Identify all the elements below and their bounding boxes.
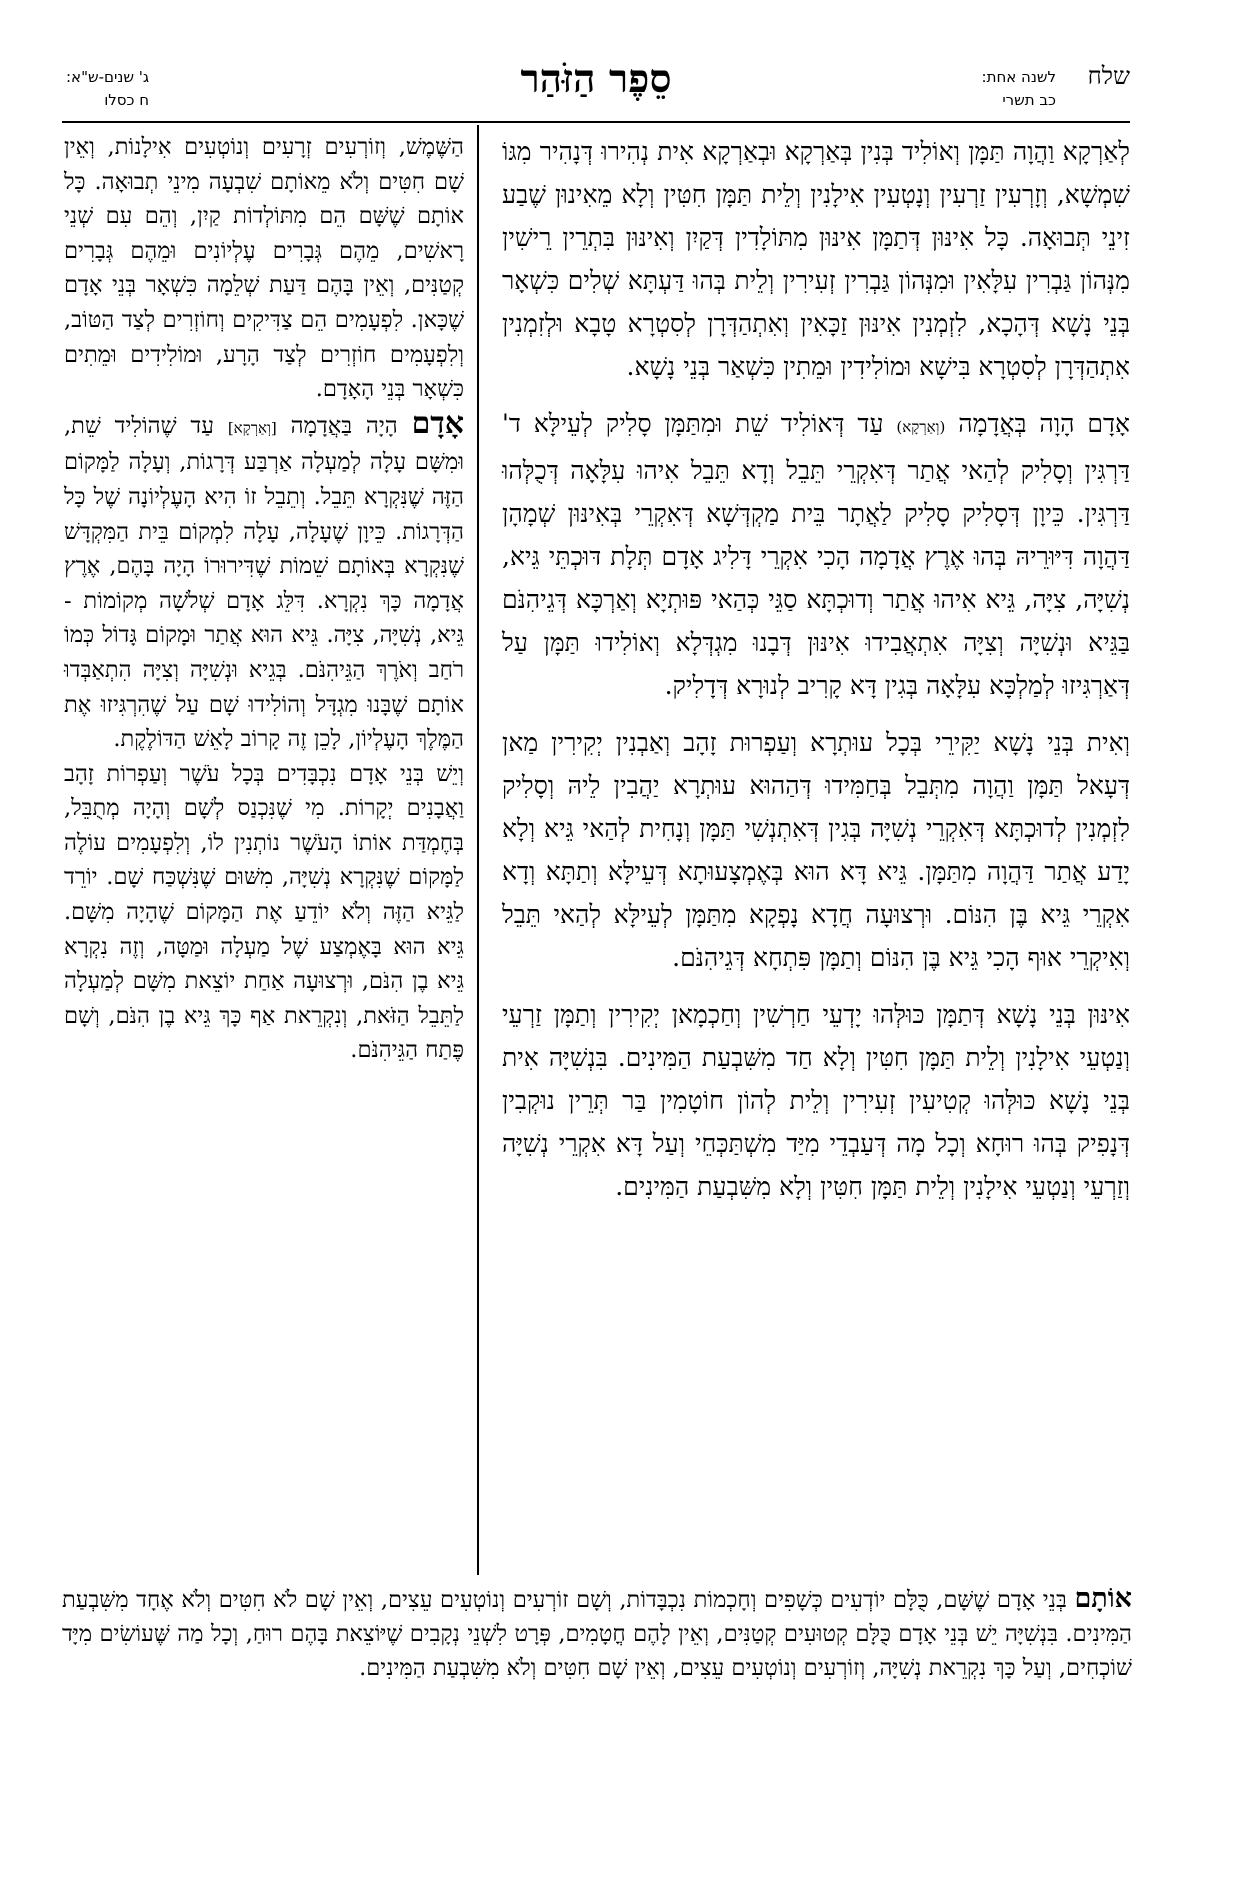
three-year-label: ג' שנים-ש"א: bbox=[66, 68, 150, 86]
aramaic-column bbox=[502, 130, 1130, 1565]
one-year-date: כב תשרי bbox=[1002, 91, 1056, 109]
one-year-label: לשנה אחת: bbox=[981, 68, 1056, 86]
parasha-name: שלח bbox=[1087, 62, 1130, 90]
hebrew-paragraph-1: הַשֶּׁמֶשׁ, וְזוֹרְעִים זְרָעִים וְנוֹטְעִים אִילָנוֹת, וְאֵין שָׁם חִטִּים וְלֹא מֵאוֹתָם שִׁבְעָה מִינֵי תְבוּאָה. כָּל אוֹתָם שֶׁשָּׁם הֵם מִתּוֹלְדוֹת קַיִן, וְהֵם עִם שְׁנֵי רָאשִׁים, מֵהֶם גְּבָרִים עֶלְיוֹנִים וּמֵהֶם גְּבָרִים קְטַנִּים, וְאֵין בָּהֶם דַּעַת שְׁלֵמָה כִּשְׁאָר בְּנֵי אָדָם שֶׁכָּאן. לִפְעָמִים הֵם צַדִּיקִים וְחוֹזְרִים לְצַד הַטּוֹב, וְלִפְעָמִים חוֹזְרִים לְצַד הָרָע, וּמוֹלִידִים וּמֵתִים כִּשְׁאָר בְּנֵי הָאָדָם. bbox=[64, 134, 464, 403]
hebrew-p2-a: הָיָה בַּאֲדָמָה bbox=[290, 412, 398, 439]
aramaic-paragraph-1: לְאַרְקָא וַהֲוָה תַּמָּן וְאוֹלִיד בְּנִין בְּאַרְקָא וּבְאַרְקָא אִית נְהִירוּ דְּנָהִיר מִגּוֹ שִׁמְשָׁא, וְזָרְעִין זַרְעִין וְנָטְעִין אִילָנִין וְלֵית תַּמָּן חִטִּין וְלָא מֵאִינוּן שֶׁבַע זִינֵי תְּבוּאָה. כָּל אִינּוּן דְּתַמָּן אִינּוּן מִתּוֹלָדִין דְּקַיִן וְאִינּוּן בִּתְרֵין רֵישִׁין מִנְּהוֹן גַּבְרִין עִלָּאִין וּמִנְּהוֹן גַּבְרִין זְעִירִין וְלֵית בְּהוּ דַּעְתָּא שְׁלִים כִּשְׁאָר בְּנֵי נָשָׁא דְּהָכָא, לִזְמְנִין אִינּוּן זַכָּאִין וְאִתְהַדְּרָן לְסִטְרָא טָבָא וּלְזִמְנִין אִתְהַדְּרָן לְסִטְרָא בִּישָׁא וּמוֹלִידִין וּמֵתִין כִּשְׁאַר בְּנֵי נָשָׁא. bbox=[502, 137, 1130, 381]
aramaic-paragraph-4: אִינּוּן בְּנֵי נָשָׁא דְּתַמָּן כּוּלְּהוּ יָדְעֵי חַרְשִׁין וְחַכְמָאן יְקִירִין וְתַמָּן זַרְעֵי וְנַטְעֵי אִילָנִין וְלֵית תַּמָּן חִטִּין וְלָא חַד מִשִּׁבְעַת הַמִּינִים. בִּנְשִׁיָּה אִית בְּנֵי נָשָׁא כּוּלְּהוּ קְטִיעִין זְעִירִין וְלֵית לְהוֹן חוֹטָמִין בַּר תְּרֵין נוּקְבִין דְּנָפִיק בְּהוּ רוּחָא וְכָל מָה דְּעַבְדֵי מִיַּד מִשְׁתַּכְּחֵי וְעַל דָּא אִקְרֵי נְשִׁיָּה וְזַרְעֵי וְנַטְעֵי אִילָנִין וְלֵית תַּמָּן חִטִּין וְלָא מִשִּׁבְעַת הַמִּינִים. bbox=[502, 1000, 1130, 1201]
page-header bbox=[62, 58, 1130, 122]
aramaic-p2-note: (וְאַרְקָא) bbox=[896, 418, 946, 436]
header-divider bbox=[62, 121, 1130, 123]
three-year-schedule bbox=[66, 66, 149, 112]
hebrew-p2-b: עַד שֶׁהוֹלִיד שֵׁת, וּמִשָּׁם עָלָה לְמַעְלָה אַרְבַּע דְּרָגוֹת, וְעָלָה לַמָּקוֹם הַזֶּה שֶׁנִּקְרָא תֵּבֵל. וְתֵבֵל זוֹ הִיא הָעֶלְיוֹנָה שֶׁל כָּל הַדְּרָגוֹת. כֵּיוָן שֶׁעָלָה, עָלָה לִמְקוֹם בֵּית הַמִּקְדָּשׁ שֶׁנִּקְרָא בְּאוֹתָם שֵׁמוֹת שֶׁדִּירוּרוֹ הָיָה בָּהֶם, אֶרֶץ אֲדָמָה כָּךְ נִקְרָא. דִּלֵּג אָדָם שְׁלֹשָׁה מְקוֹמוֹת - גֵּיא, נְשִׁיָּה, צִיָּה. גֵּיא הוּא אֲתַר וּמָקוֹם גָּדוֹל כְּמוֹ רֹחַב וְאֹרֶךְ הַגֵּיהִנֹּם. בְּגֵיא וּנְשִׁיָּה וְצִיָּה הִתְאַבְּדוּ אוֹתָם שֶׁבָּנוּ מִגְדָּל וְהוֹלִידוּ שָׁם עַל שֶׁהִרְגִּיזוּ אֶת הַמֶּלֶךְ הָעֶלְיוֹן, לָכֵן זֶה קָרוֹב לָאֵשׁ הַדּוֹלֶקֶת. bbox=[64, 412, 464, 753]
three-year-date: ח כסלו bbox=[104, 91, 150, 109]
hebrew-p2-note: [וְאַרְקָא] bbox=[227, 418, 277, 437]
bottom-lead-word: אוֹתָם bbox=[1074, 1583, 1132, 1614]
bottom-hebrew-paragraph bbox=[62, 1582, 1132, 1685]
column-divider bbox=[477, 125, 479, 1575]
book-title: סֵפֶר הַזֹּהַר bbox=[520, 56, 672, 102]
aramaic-p2-lead: אָדָם הָוָה בְּאֲדָמָה bbox=[958, 409, 1131, 438]
aramaic-p2-body: עַד דְּאוֹלִיד שֵׁת וּמִתַּמָּן סָלִיק לְעֵילָּא ד' דַּרְגִּין וְסָלִיק לְהַאי אֲתַר דְּאִקְרֵי תֵּבֵל וְדָא תֵּבֵל אִיהוּ עִלָּאָה דְּכֻלְּהוּ דַּרְגִּין. כֵּיוָן דְּסָלִיק סָלִיק לַאֲתָר בֵּית מַקְדְּשָׁא דְּאִקְרֵי בְּאִינּוּן שְׁמָהָן דַּהֲוָה דִּיּוּרֵיהּ בְּהוּ אֶרֶץ אֲדָמָה הָכִי אִקְרֵי דָּלִיג אָדָם תְּלָת דּוּכְתֵּי גֵּיא, נְשִׁיָּה, צִיָּה, גֵּיא אִיהוּ אֲתַר וְדוּכְתָּא סַגֵּי כְּהַאי פּוּתְיָא וְאַרְכָּא דְּגֵיהִנֹּם בַּגֵּיא וּנְשִׁיָּה וְצִיָּה אִתְאֲבִידוּ אִינּוּן דְּבָנוּ מִגְדְּלָא וְאוֹלִידוּ תַּמָּן עַל דְּאַרְגִּיזוּ לְמַלְכָּא עִלָּאָה בְּגִין דָּא קָרִיב לְנוּרָא דְּדָלִיק. bbox=[502, 409, 1130, 700]
aramaic-paragraph-3: וְאִית בְּנֵי נָשָׁא יַקִּירֵי בְּכָל עוּתְרָא וְעַפְרוּת זָהָב וְאַבְנִין יְקִירִין מַאן דְּעָאל תַּמָּן וַהֲוָה מִתְּבֵל בְּחַמִּידוּ דְּהַהוּא עוּתְרָא יַהֲבִין לֵיהּ וְסָלִיק לִזְמְנִין לְדוּכְתָּא דְּאִקְרֵי נְשִׁיָּה בְּגִין דְּאִתְנְשִׁי תַּמָּן וְנָחִית לְהַאי גֵּיא וְלָא יָדַע אֲתַר דַּהֲוָה מִתַּמָּן. גֵּיא דָּא הוּא בְּאֶמְצָעוּתָא דְּעֵילָּא וְתַתָּא וְדָא אִקְרֵי גֵּיא בֶּן הִנּוֹם. וּרְצוּעָה חֲדָא נָפְקָא מִתַּמָּן לְעֵילָּא לְהַאי תֵּבֵל וְאִיקְרֵי אוּף הָכִי גֵּיא בֶּן הִנּוֹם וְתַמָּן פִּתְחָא דְּגֵיהִנֹּם. bbox=[502, 728, 1130, 972]
hebrew-paragraph-2 bbox=[64, 407, 464, 757]
bottom-text: בְּנֵי אָדָם שֶׁשָּׁם, כֻּלָּם יוֹדְעִים כְּשָׁפִים וְחָכְמוֹת נִכְבָּדוֹת, וְשָׁם זוֹרְעִים וְנוֹטְעִים עֵצִים, וְאֵין שָׁם לֹא חִטִּים וְלֹא אֶחָד מִשִּׁבְעַת הַמִּינִים. בִּנְשִׁיָּה יֵשׁ בְּנֵי אָדָם כֻּלָּם קְטוּעִים קְטַנִּים, וְאֵין לָהֶם חֳטָמִים, פְּרָט לִשְׁנֵי נְקָבִים שֶׁיּוֹצֵאת בָּהֶם רוּחַ, וְכָל מַה שֶּׁעוֹשִׂים מִיָּד שׁוֹכְחִים, וְעַל כָּךְ נִקְרֵאת נְשִׁיָּה, וְזוֹרְעִים וְנוֹטְעִים עֵצִים, וְאֵין שָׁם חִטִּים וְלֹא מִשִּׁבְעַת הַמִּינִים. bbox=[62, 1587, 1132, 1681]
aramaic-paragraph-2 bbox=[502, 402, 1130, 707]
hebrew-paragraph-3: וְיֵשׁ בְּנֵי אָדָם נִכְבָּדִים בְּכָל עֹשֶׁר וְעַפְרוֹת זָהָב וַאֲבָנִים יְקָרוֹת. מִי שֶׁנִּכְנַס לְשָׁם וְהָיָה מְתֻבֵּל, בְּחֶמְדַּת אוֹתוֹ הָעֹשֶׁר נוֹתְנִין לוֹ, וְלִפְעָמִים עוֹלֶה לַמָּקוֹם שֶׁנִּקְרָא נְשִׁיָּה, מִשּׁוּם שֶׁנִּשְׁכַּח שָׁם. יוֹרֵד לַגֵּיא הַזֶּה וְלֹא יוֹדֵעַ אֶת הַמָּקוֹם שֶׁהָיָה מִשָּׁם. גֵּיא הוּא בָּאֶמְצַע שֶׁל מַעְלָה וּמַטָּה, וְזֶה נִקְרָא גֵּיא בֶן הִנֹּם, וּרְצוּעָה אַחַת יוֹצֵאת מִשָּׁם לְמַעְלָה לַתֵּבֵל הַזֹּאת, וְנִקְרֵאת אַף כָּךְ גֵּיא בֶן הִנֹּם, וְשָׁם פֶּתַח הַגֵּיהִנֹּם. bbox=[64, 760, 465, 1064]
hebrew-p2-lead: אָדָם bbox=[411, 405, 464, 441]
hebrew-column bbox=[64, 130, 464, 1570]
